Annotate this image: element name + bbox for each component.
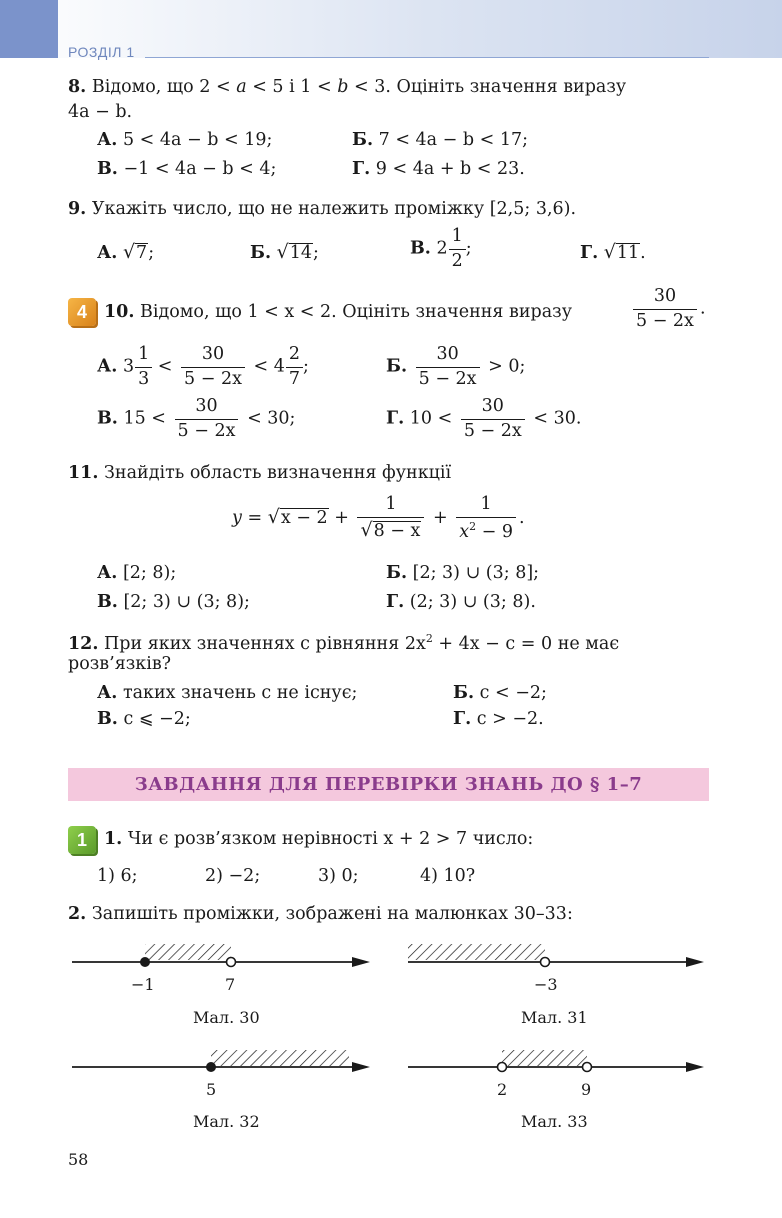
figure-33 [408, 1050, 704, 1072]
formula-plus: + [432, 507, 448, 528]
denominator-base: x [459, 521, 470, 542]
option-text: (2; 3) ∪ (3; 8). [409, 592, 536, 612]
option-label: А. [97, 563, 118, 583]
open-point [541, 958, 550, 967]
option-text: [2; 8); [122, 563, 177, 583]
arrow-head [686, 957, 704, 967]
open-point [227, 958, 236, 967]
q12-exponent: 2 [425, 632, 433, 645]
option-label: Г. [386, 592, 405, 612]
t2-number: 2. [68, 904, 87, 924]
tick-label: −1 [131, 975, 155, 994]
q9-text: Укажіть число, що не належить проміжку [2,5; 3,6). [91, 199, 577, 219]
banner-title: ЗАВДАННЯ ДЛЯ ПЕРЕВІРКИ ЗНАНЬ ДО § 1–7 [134, 774, 643, 795]
q8-option-a [97, 128, 272, 152]
q10-option-v [97, 398, 295, 440]
q12-line2: розв’язків? [68, 654, 172, 674]
option-text: c ⩽ −2; [123, 709, 191, 729]
mixed-whole: 4 [273, 356, 285, 377]
fraction-numerator: 30 [461, 398, 525, 420]
option-label: В. [410, 238, 431, 259]
q11-text: Знайдіть область визначення функції [104, 463, 452, 483]
option-label: В. [97, 709, 118, 729]
q9-line [68, 197, 576, 221]
option-text: 5 < 4a − b < 19; [122, 130, 273, 150]
sqrt-radicand: x − 2 [280, 507, 328, 528]
arrow-head [352, 957, 370, 967]
option-end: ; [465, 238, 472, 259]
q8-text-part2: < 5 і 1 < [246, 77, 338, 97]
q12-number: 12. [68, 633, 99, 654]
option-end: ; [313, 243, 319, 263]
option-label: Б. [352, 130, 374, 150]
option-text: [2; 3) ∪ (3; 8); [123, 592, 250, 612]
q9-option-v [410, 228, 472, 270]
fraction [175, 398, 239, 440]
shaded-interval [502, 1050, 587, 1066]
number-line-figures [0, 930, 782, 1140]
fraction-denominator: 5 − 2x [418, 368, 477, 389]
tick-label: 2 [497, 1080, 508, 1099]
denominator-exponent: 2 [469, 519, 477, 533]
figure-32 [72, 1050, 370, 1072]
q9-option-a: А. √7; [97, 241, 155, 263]
arrow-head [352, 1062, 370, 1072]
t1-option-2: 2) −2; [205, 866, 261, 886]
fraction-numerator: 1 [135, 346, 152, 368]
q8-line2: 4a − b. [68, 102, 133, 122]
option-label: Б. [250, 243, 272, 263]
fraction-denominator [456, 518, 516, 541]
closed-point [206, 1062, 216, 1072]
fraction-numerator: 30 [633, 288, 697, 310]
option-text: c < −2; [479, 683, 547, 703]
option-label: А. [97, 243, 118, 263]
t1-text: Чи є розв’язком нерівності x + 2 > 7 число: [127, 829, 534, 849]
option-label: Б. [386, 563, 408, 583]
q12-option-b [453, 681, 547, 705]
t1-option-3: 3) 0; [318, 866, 359, 886]
option-rest: < 30. [533, 408, 582, 429]
section-banner [68, 768, 709, 801]
fraction-denominator: 2 [451, 250, 463, 271]
q10-text: Відомо, що 1 < x < 2. Оцініть значення виразу [140, 302, 573, 322]
fraction-denominator: 3 [138, 368, 150, 389]
fraction-denominator: √8 − x [360, 518, 421, 541]
fraction [181, 346, 245, 388]
arrow-head [686, 1062, 704, 1072]
fraction-denominator: 5 − 2x [636, 310, 694, 331]
chapter-tab [0, 0, 58, 58]
figure-caption: Мал. 31 [521, 1008, 588, 1027]
option-pre: 10 < [409, 408, 453, 429]
fraction-numerator: 2 [286, 346, 303, 368]
option-label: Г. [386, 408, 405, 429]
option-text: c > −2. [476, 709, 544, 729]
shaded-interval [145, 944, 231, 960]
q9-option-g: Г. √11. [580, 241, 646, 263]
q8-var-b: b [337, 77, 349, 97]
open-point [583, 1063, 592, 1072]
fraction [633, 288, 697, 330]
figure-31 [408, 944, 704, 967]
sqrt-radicand: 14 [289, 243, 313, 263]
fraction-numerator: 30 [175, 398, 239, 420]
tick-label: 5 [206, 1080, 217, 1099]
q12-option-g [453, 707, 544, 731]
q10-option-b [386, 346, 525, 388]
fraction-numerator: 30 [181, 346, 245, 368]
q8-line1 [68, 75, 626, 99]
header-rule [145, 57, 709, 58]
option-text: таких значень c не існує; [122, 683, 358, 703]
option-text: 7 < 4a − b < 17; [378, 130, 529, 150]
figure-30 [72, 944, 370, 967]
page-number: 58 [68, 1150, 89, 1169]
option-pre: 15 < [123, 408, 166, 429]
option-rest: > 0; [488, 356, 526, 377]
fraction-numerator: 1 [449, 228, 466, 250]
fraction [461, 398, 525, 440]
option-end: ; [148, 243, 155, 263]
fraction [286, 346, 303, 388]
open-point [498, 1063, 507, 1072]
option-label: Г. [453, 709, 472, 729]
option-label: Б. [386, 356, 408, 377]
formula-y: y [232, 507, 242, 528]
section-title: РОЗДІЛ 1 [68, 44, 135, 60]
t1-number: 1. [104, 829, 123, 849]
q8-option-g [352, 157, 525, 181]
mixed-whole: 2 [436, 238, 448, 259]
option-end: ; [303, 356, 309, 377]
q12-option-v [97, 707, 191, 731]
formula-end: . [519, 507, 525, 528]
option-label: А. [97, 356, 118, 377]
fraction-numerator: 1 [357, 496, 424, 518]
option-label: Б. [453, 683, 475, 703]
t1-option-4: 4) 10? [420, 866, 476, 886]
fraction [449, 228, 466, 270]
q11-line [68, 461, 451, 485]
sqrt-radicand: 8 − x [373, 520, 421, 541]
q11-option-g [386, 590, 536, 614]
figure-caption: Мал. 33 [521, 1112, 588, 1131]
option-label: А. [97, 130, 118, 150]
level-1-icon: 1 [68, 826, 96, 854]
q11-option-v [97, 590, 250, 614]
level-4-icon: 4 [68, 298, 96, 326]
option-text: 9 < 4a + b < 23. [375, 159, 525, 179]
q8-text-part3: < 3. Оцініть значення виразу [348, 77, 627, 97]
q10-number: 10. [104, 302, 135, 322]
fraction [456, 496, 516, 541]
sqrt-radicand: 7 [136, 243, 148, 263]
option-text: −1 < 4a − b < 4; [123, 159, 277, 179]
closed-point [140, 957, 150, 967]
fraction-denominator: 5 − 2x [177, 420, 236, 441]
option-label: В. [97, 159, 118, 179]
q8-number: 8. [68, 77, 87, 97]
q10-line [104, 300, 572, 324]
figure-caption: Мал. 30 [193, 1008, 260, 1027]
tick-label: −3 [534, 975, 558, 994]
sqrt-radicand: 11 [616, 243, 640, 263]
formula-plus: + [334, 507, 349, 528]
fraction [416, 346, 480, 388]
t2-line [68, 902, 573, 926]
fraction [357, 496, 424, 540]
q11-formula: y = √x − 2 + $\frac{1}{√8 - x}$ + $\frac{1}{x^2 - 9}$ . [232, 494, 525, 542]
q8-option-b [352, 128, 528, 152]
q10-option-a: А. 3 $\frac{1}{3}$ < $\frac{30}{5 - 2x}$ < 4 $\frac{2}{7}$ ; [97, 344, 309, 389]
fraction-denominator: 7 [288, 368, 301, 389]
fraction-numerator: 30 [416, 346, 480, 368]
option-label: А. [97, 683, 118, 703]
fraction-numerator: 1 [456, 496, 516, 518]
q11-option-a [97, 561, 176, 585]
option-end: . [640, 243, 646, 263]
shaded-interval [211, 1050, 349, 1066]
t2-text: Запишіть проміжки, зображені на малюнках 30–33: [91, 904, 573, 924]
option-text: [2; 3) ∪ (3; 8]; [412, 563, 540, 583]
q11-number: 11. [68, 463, 99, 483]
q10-option-g [386, 398, 581, 440]
figure-caption: Мал. 32 [193, 1112, 260, 1131]
q10-expression: $\frac{30}{5 - 2x}$ . [630, 288, 706, 330]
fraction-denominator: 5 − 2x [184, 368, 242, 389]
t1-line [104, 827, 533, 851]
q12-option-a [97, 681, 357, 705]
fraction-denominator: 5 − 2x [463, 420, 522, 441]
option-label: Г. [352, 159, 371, 179]
option-rest: < 30; [247, 408, 296, 429]
q11-option-b [386, 561, 539, 585]
tick-label: 7 [225, 975, 236, 994]
option-label: Г. [580, 243, 599, 263]
tick-label: 9 [581, 1080, 592, 1099]
q12-text-part1: При яких значеннях c рівняння 2x [104, 633, 426, 654]
shaded-interval [408, 944, 545, 960]
q8-option-v [97, 157, 276, 181]
option-label: В. [97, 592, 118, 612]
q12-text-part2: + 4x − c = 0 не має [432, 633, 620, 654]
q9-number: 9. [68, 199, 87, 219]
q8-text-part1: Відомо, що 2 < [91, 77, 237, 97]
fraction [135, 346, 152, 388]
mixed-whole: 3 [122, 356, 135, 377]
option-label: В. [97, 408, 118, 429]
denominator-rest: − 9 [476, 521, 513, 542]
q8-var-a: a [236, 77, 247, 97]
formula-equals: = [247, 507, 263, 528]
t1-option-1: 1) 6; [97, 866, 138, 886]
q9-option-b: Б. √14; [250, 241, 319, 263]
